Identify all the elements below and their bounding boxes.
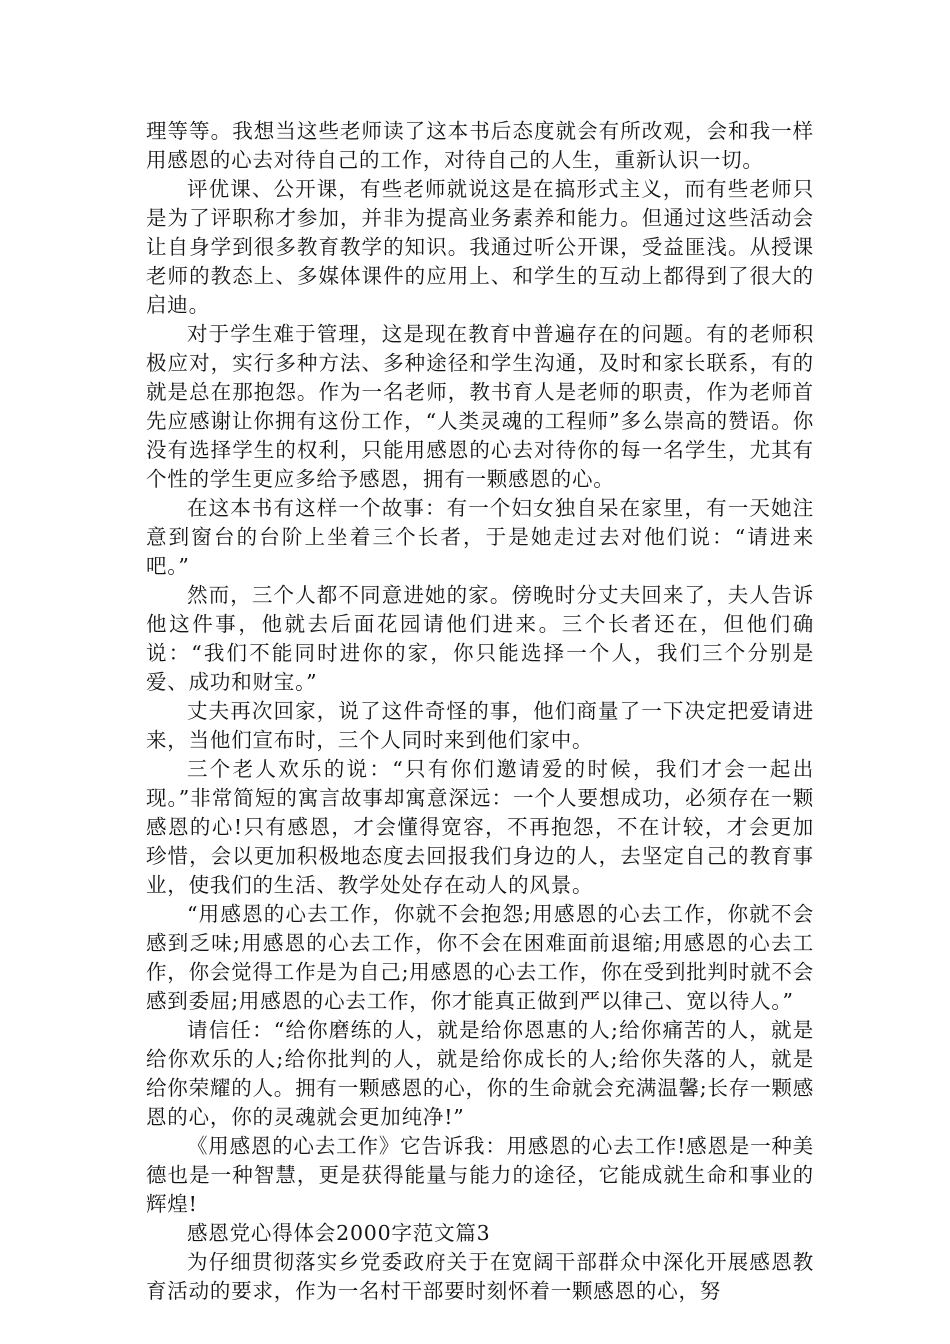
document-body: [146, 117, 814, 1306]
paragraph-student-management: 对于学生难于管理，这是现在教育中普遍存在的问题。有的老师积极应对，实行多种方法、多种途径和学生沟通，及时和家长联系，有的就是总在那抱怨。作为一名老师，教书育人是老师的职责，作为老师首先应感谢让你拥有这份工作，“人类灵魂的工程师”多么崇高的赞语。你没有选择学生的权利，只能用感恩的心去对待你的每一名学生，尤其有个性的学生更应多给予感恩，拥有一颗感恩的心。: [146, 322, 814, 491]
paragraph-story-decision: 丈夫再次回家，说了这件奇怪的事，他们商量了一下决定把爱请进来，当他们宣布时，三个人同时来到他们家中。: [146, 699, 814, 752]
paragraph-story-evening: 然而，三个人都不同意进她的家。傍晚时分丈夫回来了，夫人告诉他这件事，他就去后面花园请他们进来。三个长者还在，但他们确说：“我们不能同时进你的家，你只能选择一个人，我们三个分别是爱、成功和财宝。”: [146, 583, 814, 694]
paragraph-story-intro: 在这本书有这样一个故事：有一个妇女独自呆在家里，有一天她注意到窗台的台阶上坐着三个长者，于是她走过去对他们说：“请进来吧。”: [146, 496, 814, 578]
paragraph-public-lessons: 评优课、公开课，有些老师就说这是在搞形式主义，而有些老师只是为了评职称才参加，并非为提高业务素养和能力。但通过这些活动会让自身学到很多教育教学的知识。我通过听公开课，受益匪浅。从授课老师的教态上、多媒体课件的应用上、和学生的互动上都得到了很大的启迪。: [146, 177, 814, 317]
paragraph-trust: 请信任：“给你磨练的人，就是给你恩惠的人;给你痛苦的人，就是给你欢乐的人;给你批判的人，就是给你成长的人;给你失落的人，就是给你荣耀的人。拥有一颗感恩的心，你的生命就会充满温馨;长存一颗感恩的心，你的灵魂就会更加纯净!”: [146, 1018, 815, 1129]
paragraph-story-moral: 三个老人欢乐的说：“只有你们邀请爱的时候，我们才会一起出现。”非常简短的寓言故事却寓意深远：一个人要想成功，必须存在一颗感恩的心!只有感恩，才会懂得宽容，不再抱怨，不在计较，才会更加珍惜，会以更加积极地态度去回报我们身边的人，去坚定自己的教育事业，使我们的生活、教学处处存在动人的风景。: [146, 757, 814, 897]
paragraph-work-with-gratitude: “用感恩的心去工作，你就不会抱怨;用感恩的心去工作，你就不会感到乏味;用感恩的心去工作，你不会在困难面前退缩;用感恩的心去工作，你会觉得工作是为自己;用感恩的心去工作，你在受到批判时就不会感到委屈;用感恩的心去工作，你才能真正做到严以律己、宽以待人。”: [146, 902, 815, 1013]
paragraph-continuation: 理等等。我想当这些老师读了这本书后态度就会有所改观，会和我一样用感恩的心去对待自己的工作，对待自己的人生，重新认识一切。: [146, 119, 814, 172]
section-heading: 感恩党心得体会2000字范文篇3: [187, 1221, 491, 1245]
paragraph-final: 为仔细贯彻落实乡党委政府关于在宽阔干部群众中深化开展感恩教育活动的要求，作为一名村干部要时刻怀着一颗感恩的心，努: [146, 1250, 814, 1303]
paragraph-book-lesson: 《用感恩的心去工作》它告诉我：用感恩的心去工作!感恩是一种美德也是一种智慧，更是获得能量与能力的途径，它能成就生命和事业的辉煌!: [146, 1134, 814, 1216]
